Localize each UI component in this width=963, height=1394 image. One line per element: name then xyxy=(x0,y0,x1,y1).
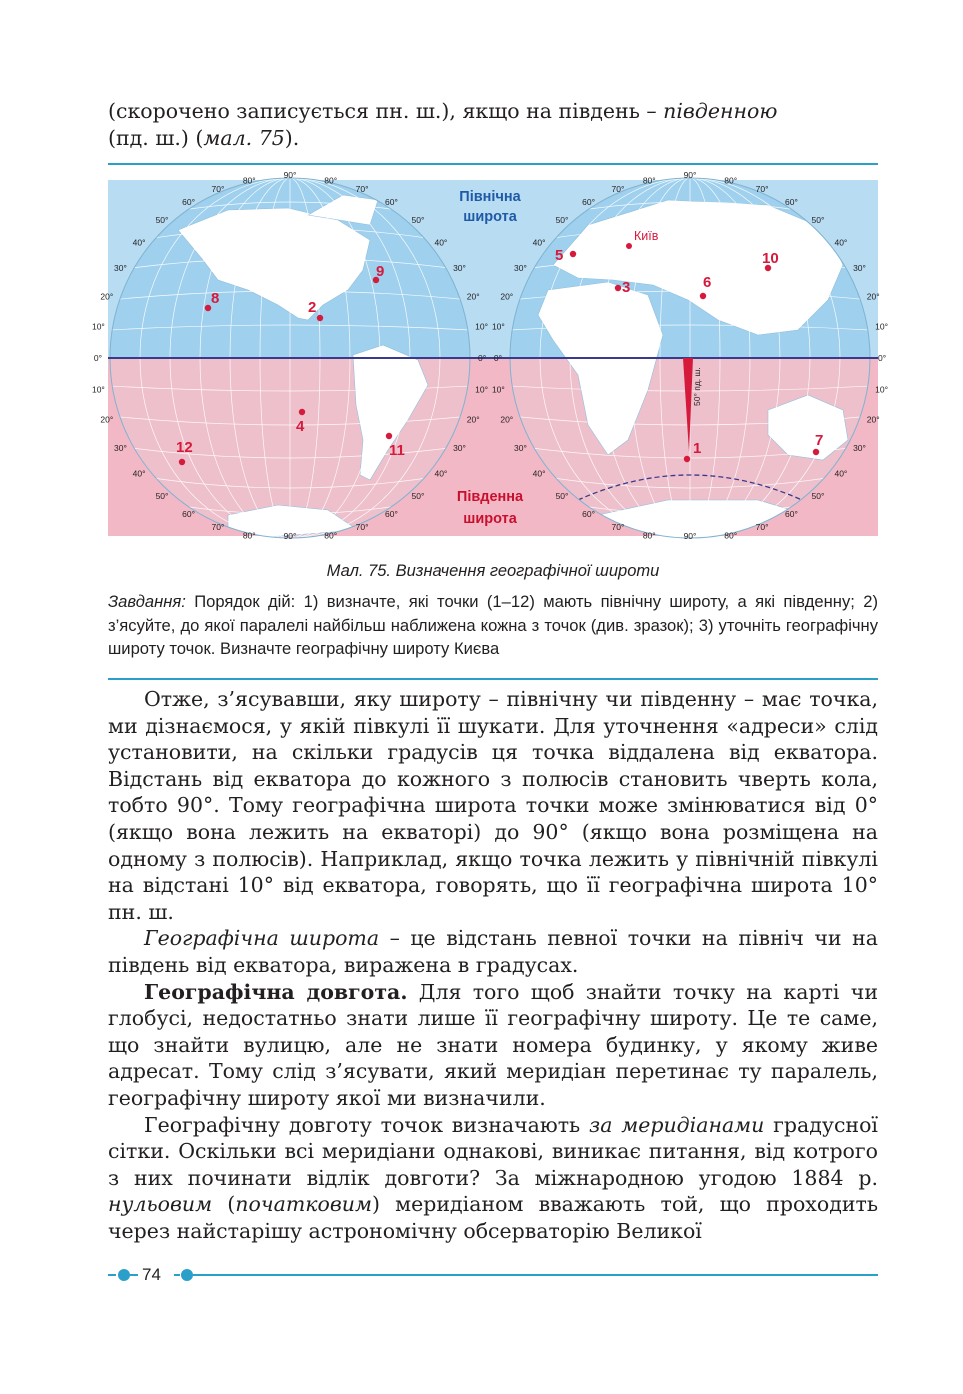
lat-label-north: 20° xyxy=(866,291,880,302)
lat-label-south: 10° xyxy=(491,384,505,395)
lat-label-north: 10° xyxy=(491,321,505,332)
point-2 xyxy=(317,315,323,321)
lat-label-north: 80° xyxy=(724,175,738,186)
task-body: Порядок дій: 1) визначте, які точки (1–12) мають північну широту, а які південну; 2) з’ясуйте, до якої паралелі найбільш наближена кожна з точок (див. зразок); 3) уточніть географічну широту точок. Визначте географічну широту Києва xyxy=(108,592,878,659)
south-label-line-1: Південна xyxy=(456,489,524,505)
lat-label-north: 0° xyxy=(878,353,887,363)
lat-label-south: 80° xyxy=(242,530,256,541)
lat-label-south: 50° xyxy=(155,490,169,501)
lat-label-south: 80° xyxy=(324,530,338,541)
lat-label-north: 60° xyxy=(785,197,798,208)
lat-label-south: 10° xyxy=(475,384,489,395)
lat-label-north: 30° xyxy=(853,263,866,273)
lat-label-south: 40° xyxy=(434,468,448,479)
point-5-label: 5 xyxy=(555,247,564,264)
kyiv-label: Київ xyxy=(634,229,659,243)
body-text xyxy=(108,686,878,1244)
point-11 xyxy=(386,433,392,439)
lat-label-south: 30° xyxy=(853,443,866,453)
lat-label-south: 70° xyxy=(755,522,769,533)
paragraph-1: Отже, з’ясувавши, яку широту – північну чи південну – має точка, ми дізнаємося, у якій півкулі її шукати. Для уточнення «адреси» слід установити, на скільки градусів ця точка віддалена від екватора. Відстань від екватора до кожного з полюсів становить чверть кола, тобто 90°. Тому географічна широта точки може змінюватися від 0° (якщо вона лежить на екваторі) до 90° (якщо вона розміщена на одному з полюсів). Наприклад, якщо точка лежить у північній півкулі на відстані 10° від екватора, говорять, що її географічна широта 10° пн. ш. xyxy=(108,687,878,924)
lat-label-north: 70° xyxy=(611,183,625,194)
lat-label-north: 0° xyxy=(493,353,502,363)
paragraph-2: Географічна широта – це відстань певної точки на північ чи на південь від екватора, виражена в градусах. xyxy=(108,926,878,977)
point-6 xyxy=(700,293,706,299)
lat-label-north: 40° xyxy=(532,237,546,248)
lat-label-south: 10° xyxy=(875,384,889,395)
lat-label-north: 60° xyxy=(182,197,195,208)
lat-label-north: 60° xyxy=(582,197,595,208)
lat-label-south: 80° xyxy=(724,530,738,541)
lat-label-south: 50° xyxy=(411,490,425,501)
page-number: 74 xyxy=(142,1265,161,1284)
point-5 xyxy=(570,251,576,257)
point-1 xyxy=(684,456,690,462)
footer-ornament xyxy=(108,1262,878,1288)
lat-label-south: 70° xyxy=(211,522,225,533)
lat-label-north: 20° xyxy=(100,291,114,302)
point-3-label: 3 xyxy=(622,279,631,296)
point-7-label: 7 xyxy=(815,432,824,449)
task-label: Завдання: xyxy=(108,592,186,611)
lat-label-north: 40° xyxy=(834,237,848,248)
lat-label-north: 80° xyxy=(242,175,256,186)
lat-label-north: 10° xyxy=(875,321,889,332)
north-label-line-1: Північна xyxy=(459,189,521,205)
point-7 xyxy=(813,449,819,455)
paragraph-3: Географічна довгота. Для того щоб знайти точку на карті чи глобусі, недостатньо знати лише її географічну широту. Це те саме, що знайти вулицю, але не знати номера будинку, у якому живе адресат. Тому слід з’ясувати, який меридіан перетинає ту паралель, географічну широту якої ми визначили. xyxy=(108,979,878,1110)
lat-label-north: 40° xyxy=(434,237,448,248)
kyiv-point xyxy=(626,243,632,249)
hemispheres-map xyxy=(91,170,889,541)
lat-label-south: 40° xyxy=(834,468,848,479)
lat-label-south: 20° xyxy=(866,414,880,425)
lat-label-north: 90° xyxy=(283,170,297,180)
point-11-label: 11 xyxy=(389,442,405,459)
point-4-label: 4 xyxy=(296,418,305,435)
point-6-label: 6 xyxy=(703,274,712,291)
meridian-label: 50° пд. ш. xyxy=(692,367,702,406)
lat-label-north: 10° xyxy=(91,321,105,332)
lat-label-north: 70° xyxy=(211,183,225,194)
lat-label-south: 80° xyxy=(642,530,656,541)
lat-label-south: 60° xyxy=(582,508,595,519)
point-1-label: 1 xyxy=(693,440,702,457)
lat-label-north: 50° xyxy=(811,215,825,226)
lat-label-south: 70° xyxy=(355,522,369,533)
lat-label-south: 30° xyxy=(453,443,466,453)
lat-label-north: 50° xyxy=(155,215,169,226)
lat-label-north: 40° xyxy=(132,237,146,248)
lat-label-south: 50° xyxy=(811,490,825,501)
lat-label-south: 30° xyxy=(114,443,127,453)
lat-label-south: 90° xyxy=(283,531,297,541)
lat-label-south: 20° xyxy=(100,414,114,425)
lat-label-north: 50° xyxy=(411,215,425,226)
lat-label-south: 60° xyxy=(385,508,398,519)
lat-label-north: 50° xyxy=(555,215,569,226)
task-divider xyxy=(108,678,878,680)
lat-label-north: 90° xyxy=(683,170,697,180)
lat-label-north: 20° xyxy=(466,291,480,302)
lat-label-south: 20° xyxy=(500,414,514,425)
figure-caption: Мал. 75. Визначення географічної широти xyxy=(326,562,660,580)
lat-label-south: 50° xyxy=(555,490,569,501)
point-8-label: 8 xyxy=(211,290,220,307)
task-text xyxy=(108,590,878,661)
lat-label-south: 30° xyxy=(514,443,527,453)
lat-label-north: 70° xyxy=(355,183,369,194)
point-4 xyxy=(299,409,305,415)
lat-label-north: 30° xyxy=(114,263,127,273)
lat-label-north: 20° xyxy=(500,291,514,302)
intro-line-2: (пд. ш.) (мал. 75). xyxy=(108,125,300,150)
lat-label-north: 10° xyxy=(475,321,489,332)
south-label-line-2: широта xyxy=(463,511,517,527)
lat-label-north: 60° xyxy=(385,197,398,208)
lat-label-north: 0° xyxy=(93,353,102,363)
north-label-line-2: широта xyxy=(463,209,517,225)
point-9-label: 9 xyxy=(376,263,385,280)
lat-label-north: 80° xyxy=(642,175,656,186)
lat-label-south: 20° xyxy=(466,414,480,425)
lat-label-south: 40° xyxy=(132,468,146,479)
page-footer xyxy=(108,1262,878,1288)
point-3 xyxy=(615,285,621,291)
intro-line-1: (скорочено записується пн. ш.), якщо на південь – південною xyxy=(108,99,778,123)
point-2-label: 2 xyxy=(308,299,317,316)
paragraph-4: Географічну довготу точок визначають за меридіанами градусної сітки. Оскільки всі меридіани однакові, виникає питання, від котрого з них починати відлік довготи? За міжнародною угодою 1884 р. нульовим (початковим) меридіаном вважають той, що проходить через найстарішу астрономічну обсерваторію Великої xyxy=(108,1112,878,1243)
lat-label-north: 30° xyxy=(514,263,527,273)
lat-label-north: 70° xyxy=(755,183,769,194)
point-12 xyxy=(179,459,185,465)
lat-label-south: 40° xyxy=(532,468,546,479)
top-divider xyxy=(108,163,878,165)
lat-label-south: 10° xyxy=(91,384,105,395)
lat-label-north: 0° xyxy=(478,353,487,363)
lat-label-south: 70° xyxy=(611,522,625,533)
lat-label-north: 30° xyxy=(453,263,466,273)
lat-label-south: 60° xyxy=(182,508,195,519)
lat-label-north: 80° xyxy=(324,175,338,186)
point-12-label: 12 xyxy=(176,439,193,456)
point-10-label: 10 xyxy=(762,250,779,267)
lat-label-south: 90° xyxy=(683,531,697,541)
intro-text xyxy=(108,98,878,151)
lat-label-south: 60° xyxy=(785,508,798,519)
